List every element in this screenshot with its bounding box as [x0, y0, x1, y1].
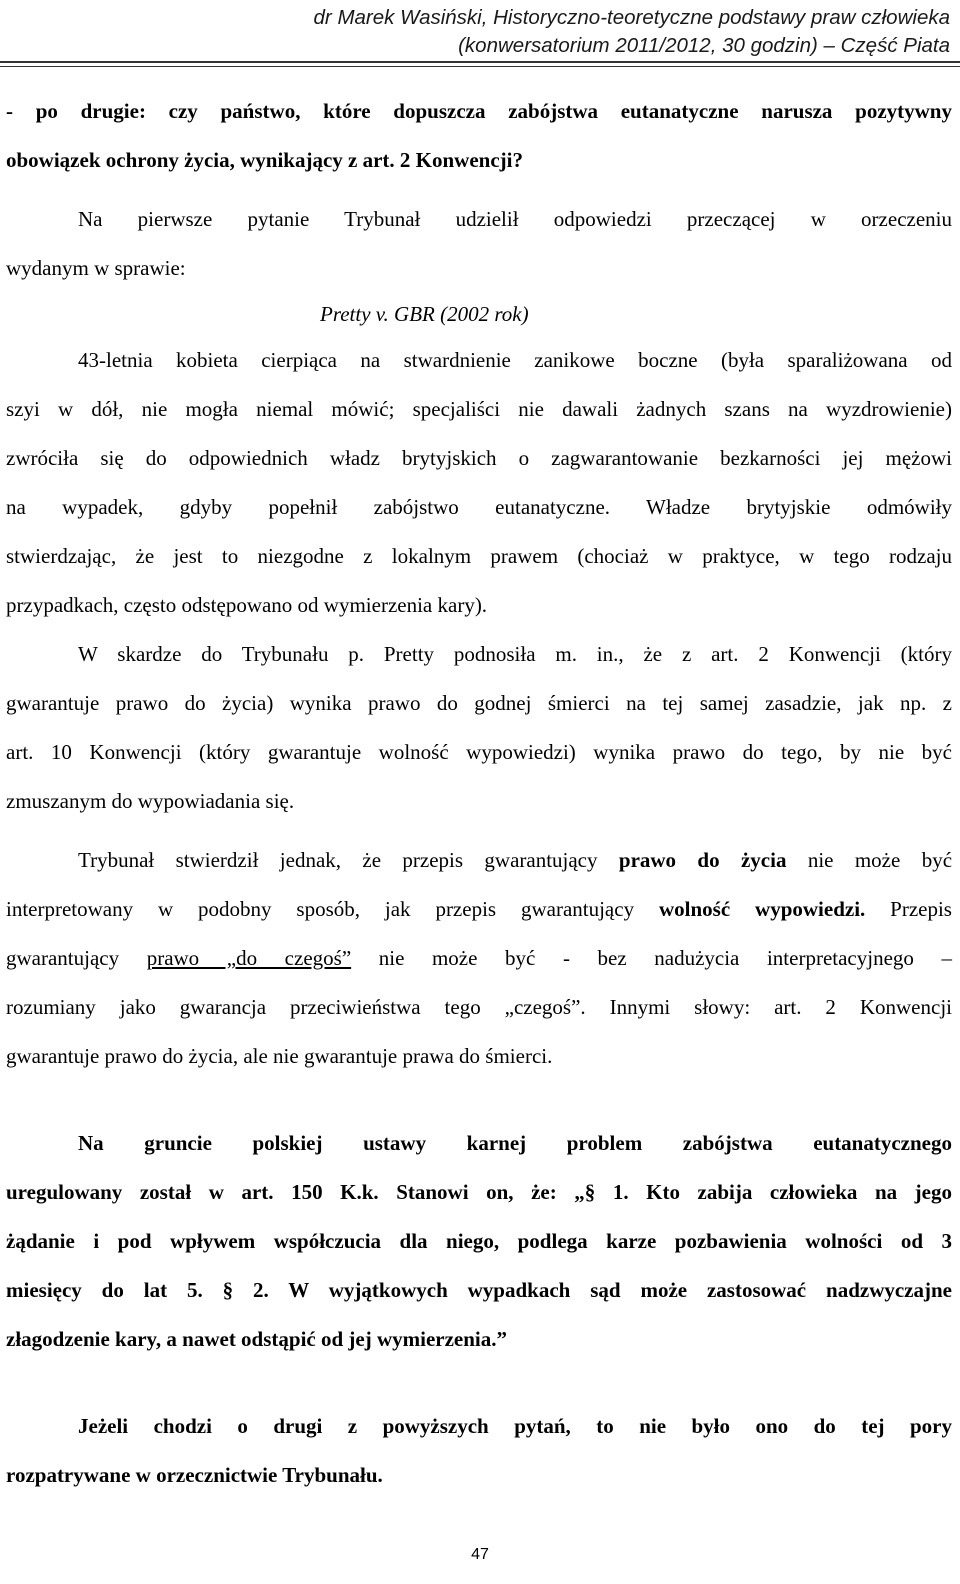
text-line: art. 10 Konwencji (który gwarantuje wolność wypowiedzi) wynika prawo do tego, by nie być [6, 740, 952, 764]
paragraph-complaint [6, 630, 952, 826]
paragraph-case-facts [6, 336, 952, 630]
text-line: - po drugie: czy państwo, które dopuszcza zabójstwa eutanatyczne narusza pozytywny [6, 99, 952, 123]
spacer [6, 1081, 952, 1119]
text-line: Trybunał stwierdził jednak, że przepis gwarantujący prawo do życia nie może być [78, 848, 953, 872]
text-line: Na gruncie polskiej ustawy karnej problem zabójstwa eutanatycznego [78, 1131, 952, 1155]
header-line-2: (konwersatorium 2011/2012, 30 godzin) – Część Piata [458, 34, 950, 57]
paragraph-first-answer [6, 195, 952, 293]
header-rule-thin [0, 66, 960, 67]
text-line: miesięcy do lat 5. § 2. W wyjątkowych wypadkach sąd może zastosować nadzwyczajne [6, 1278, 952, 1302]
text-line: gwarantujący prawo „do czegoś” nie może być - bez nadużycia interpretacyjnego – [6, 946, 952, 970]
emphasis-freedom-of-speech: wolność wypowiedzi. [658, 897, 866, 921]
text-line: gwarantuje prawo do życia) wynika prawo do godnej śmierci na tej samej zasadzie, jak np. z [6, 691, 952, 715]
text-line: zmuszanym do wypowiadania się. [6, 789, 295, 813]
spacer [6, 1364, 952, 1402]
text-line: przypadkach, często odstępowano od wymierzenia kary). [6, 593, 488, 617]
text-line: Na pierwsze pytanie Trybunał udzielił odpowiedzi przeczącej w orzeczeniu [78, 207, 952, 231]
paragraph-polish-law [6, 1119, 952, 1364]
text-line: żądanie i pod wpływem współczucia dla niego, podlega karze pozbawienia wolności od 3 [6, 1229, 952, 1253]
text-line: uregulowany został w art. 150 K.k. Stanowi on, że: „§ 1. Kto zabija człowieka na jego [6, 1180, 952, 1204]
text-line: rozpatrywane w orzecznictwie Trybunału. [6, 1463, 383, 1487]
text-line: interpretowany w podobny sposób, jak przepis gwarantujący wolność wypowiedzi. Przepis [6, 897, 952, 921]
paragraph-court-ruling [6, 836, 952, 1081]
text-line: Jeżeli chodzi o drugi z powyższych pytań, to nie było ono do tej pory [78, 1414, 952, 1438]
spacer [6, 826, 952, 836]
header-rule-thick [0, 61, 960, 63]
document-body [6, 87, 952, 1500]
spacer [6, 185, 952, 195]
text-line: obowiązek ochrony życia, wynikający z art. 2 Konwencji? [6, 148, 523, 172]
page-header [0, 4, 960, 60]
header-line-1: dr Marek Wasiński, Historyczno-teoretyczne podstawy praw człowieka [313, 6, 950, 29]
underlined-right-to-something: prawo „do czegoś” [146, 946, 352, 970]
text-line: W skardze do Trybunału p. Pretty podnosiła m. in., że z art. 2 Konwencji (który [78, 642, 952, 666]
text-line: szyi w dół, nie mogła niemal mówić; specjaliści nie dawali żadnych szans na wyzdrowienie) [6, 397, 952, 421]
case-title: Pretty v. GBR (2002 rok) [320, 302, 529, 326]
text-line: rozumiany jako gwarancja przeciwieństwa tego „czegoś”. Innymi słowy: art. 2 Konwencji [6, 995, 952, 1019]
text-line: stwierdzając, że jest to niezgodne z lokalnym prawem (chociaż w praktyce, w tego rodzaju [6, 544, 952, 568]
text-line: na wypadek, gdyby popełnił zabójstwo eutanatyczne. Władze brytyjskie odmówiły [6, 495, 952, 519]
paragraph-question [6, 87, 952, 185]
text-line: 43-letnia kobieta cierpiąca na stwardnienie zanikowe boczne (była sparaliżowana od [78, 348, 952, 372]
text-line: gwarantuje prawo do życia, ale nie gwarantuje prawa do śmierci. [6, 1044, 553, 1068]
emphasis-right-to-life: prawo do życia [618, 848, 787, 872]
text-line: złagodzenie kary, a nawet odstąpić od jej wymierzenia.” [6, 1327, 508, 1351]
text-line: zwróciła się do odpowiednich władz brytyjskich o zagwarantowanie bezkarności jej mężowi [6, 446, 952, 470]
page-number: 47 [471, 1546, 489, 1563]
paragraph-second-question [6, 1402, 952, 1500]
text-line: wydanym w sprawie: [6, 256, 186, 280]
